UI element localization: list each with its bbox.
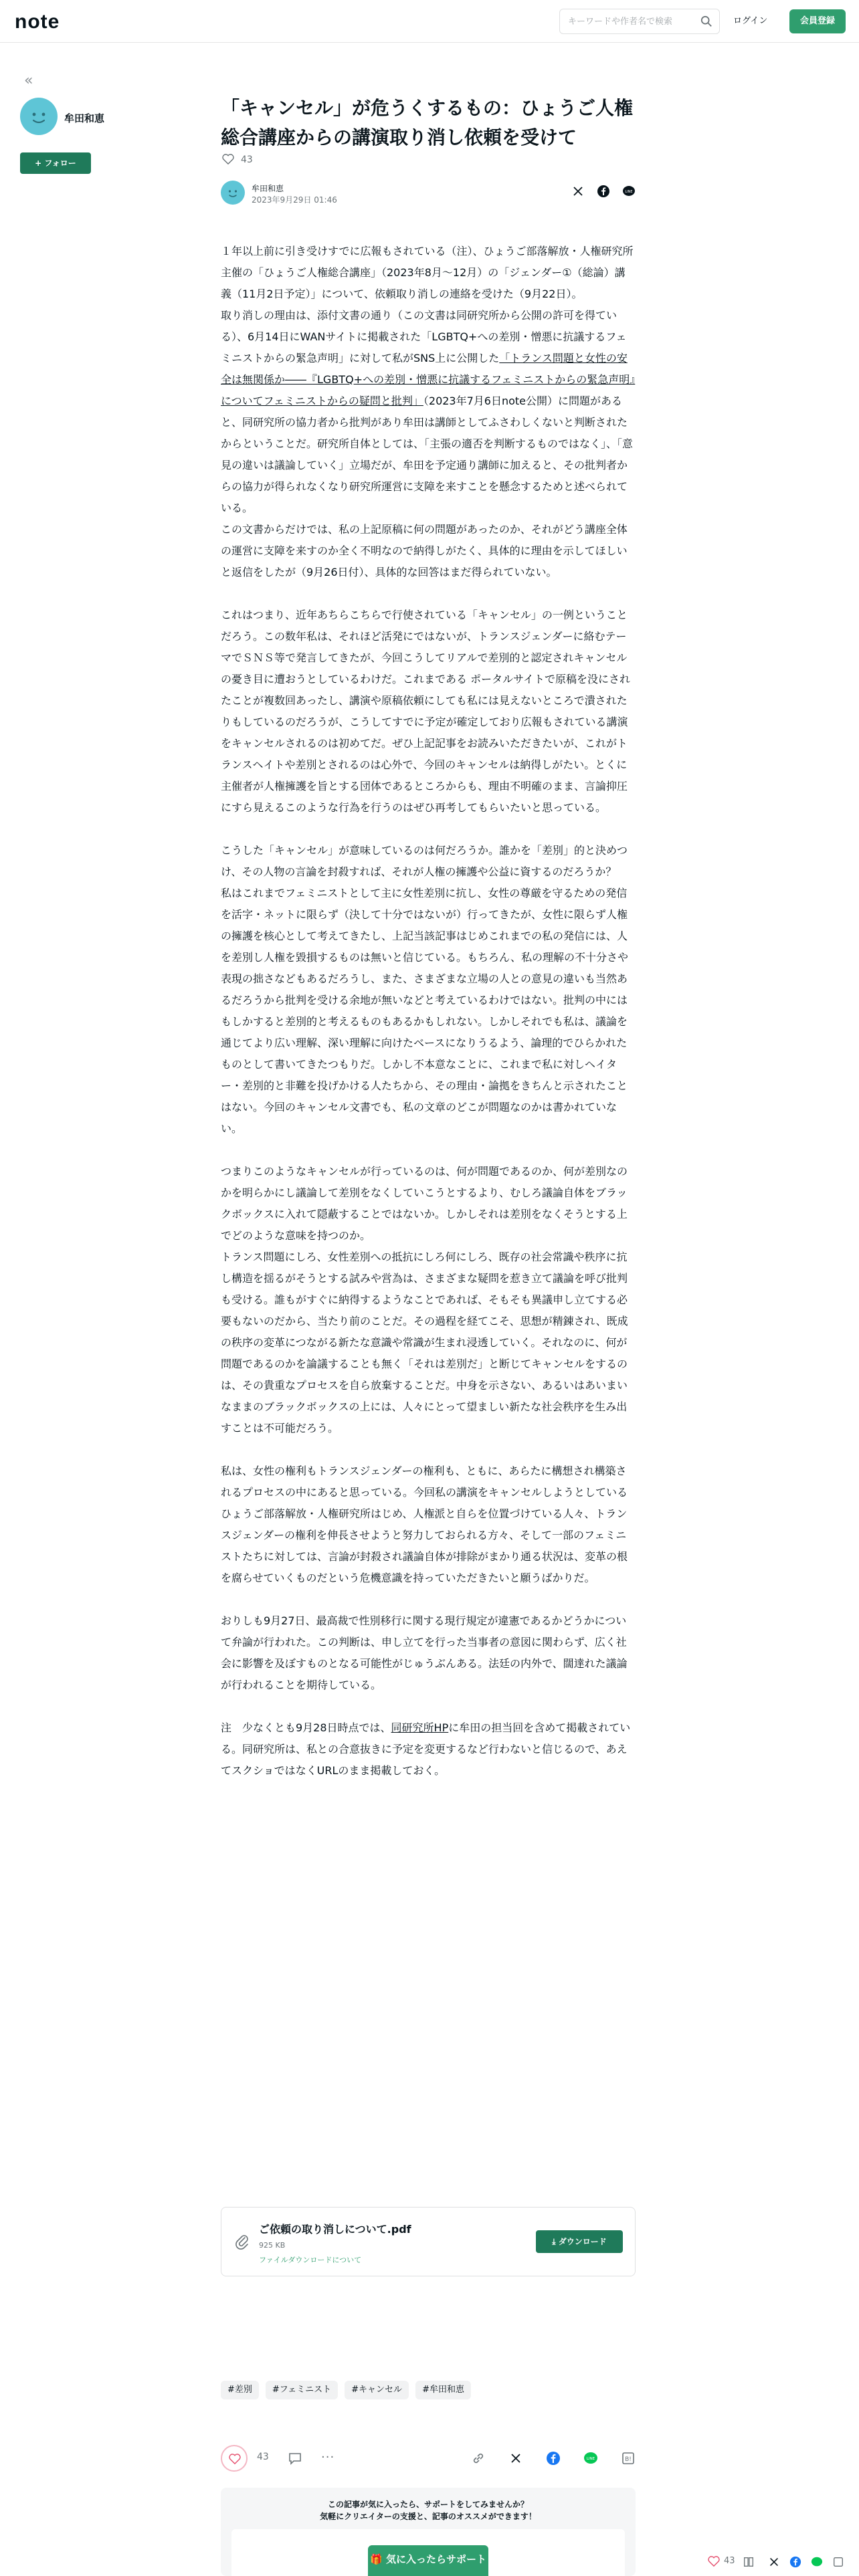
paragraph: これはつまり、近年あちらこちらで行使されている「キャンセル」の一例ということだろう。この数年私は、それほど活発にではないが、トランスジェンダーに絡むテーマでＳＮＳ等で発言してきたが、今回こうしてリアルで差別的と認定されキャンセルの憂き目に遭おうとしているわけだ。これまである ポータルサイトで原稿を没にされたことが複数回あったし、講演や原稿依頼にしても私には見えないところで潰されたりもしているのだろうが、こうしてすでに予定が確定しており広報もされている講演をキャンセルされるのは初めてだ。ぜひ上記記事をお読みいただきたいが、これがトランスヘイトや差別とされるのは心外で、今回のキャンセルは納得しがたい。とくに主催者が人権擁護を旨とする団体であるところからも、理由不明確のまま、言論抑圧にすら見えるこのような行為を行うのはぜひ再考してもらいたいと思っている。: [221, 609, 630, 814]
collapse-sidebar-icon[interactable]: «: [24, 72, 33, 89]
x-share-icon[interactable]: [508, 2451, 523, 2466]
search-icon[interactable]: [700, 15, 712, 27]
author-avatar[interactable]: [20, 98, 58, 135]
paragraph: 私はこれまでフェミニストとして主に女性差別に抗し、女性の尊厳を守るための発信を活字・ネットに限らず（決して十分ではないが）行ってきたが、女性に限らず人権の擁護を核心として考えてきたし、上記当該記事はじめこれまでの私の発信には、人を差別し人権を毀損するものは無いと信じている。もちろん、私の理解の不十分さや表現の拙さなどもあるだろうし、また、さまざまな立場の人との意見の違いも当然あるだろうから批判を受ける余地が無いなどと考えているわけではない。批判の中にはもしかすると差別的と考えるものもあるかもしれない。しかしそれでも私は、議論を通じてより広い理解、深い理解に向けたベースになりうるよう、論理的でひらかれたものとして書いてきたつもりだ。しかし不本意なことに、これまで私に対しヘイター・差別的と非難を投げかける人たちから、その理由・論拠をきちんと示されたことはない。今回のキャンセル文書でも、私の文章のどこが問題なのかは書かれていない。: [221, 887, 628, 1135]
x-share-icon[interactable]: [768, 2556, 780, 2568]
facebook-share-icon[interactable]: [546, 2451, 561, 2466]
attachment-filename: ご依頼の取り消しについて.pdf: [259, 2223, 411, 2236]
signup-button[interactable]: 会員登録: [789, 9, 846, 33]
follow-button[interactable]: + フォロー: [20, 152, 91, 174]
like-button[interactable]: [221, 2445, 248, 2472]
action-bar: [221, 2445, 636, 2472]
hashtag[interactable]: #キャンセル: [345, 2381, 409, 2399]
support-line-1: この記事が気に入ったら、サポートをしてみませんか？: [327, 2500, 529, 2509]
hatena-bookmark-icon[interactable]: [832, 2556, 844, 2568]
paragraph: おりしも9月27日、最高裁で性別移行に関する現行規定が違憲であるかどうかについて弁論が行われた。この判断は、申し立てを行った当事者の意図に関わらず、広く社会に影響を及ぼすものとなる可能性がじゅうぶんある。法廷の内外で、闊達れた議論が行われることを期待している。: [221, 1614, 628, 1691]
byline-avatar[interactable]: [221, 181, 245, 205]
attachment-size: 925 KB: [259, 2241, 286, 2250]
paragraph: つまりこのようなキャンセルが行っているのは、何が問題であるのか、何が差別なのかを明らかにし議論して差別をなくしていこうとするより、むしろ議論自体をブラックボックスに入れて隠蔽することではないか。しかしそれは差別をなくそうとする上でどのような意味を持つのか。: [221, 1165, 628, 1242]
publish-date: 2023年9月29日 01:46: [252, 195, 337, 205]
floating-action-bar: [702, 2552, 859, 2572]
hashtag[interactable]: #牟田和恵: [415, 2381, 471, 2399]
share-top: [571, 185, 636, 198]
x-share-icon[interactable]: [571, 185, 585, 198]
attachment-card: [221, 2207, 636, 2276]
paragraph: 私は、女性の権利もトランスジェンダーの権利も、ともに、あらたに構想され構築されるプロセスの中にあると思っている。今回私の講演をキャンセルしようとしているひょうご部落解放・人権研究所はじめ、人権派と自らを位置づけている人々、トランスジェンダーの権利を伸長させようと努力しておられる方々、そして一部のフェミニストたちに対しては、言論が封殺され議論自体が排除がまかり通る状況は、変革の根を腐らせていくものだという危機意識を持っていただきたいと願うばかりだ。: [221, 1465, 628, 1584]
more-icon[interactable]: ···: [321, 2450, 335, 2464]
support-line-2: 気軽にクリエイターの支援と、記事のオススメができます！: [320, 2512, 537, 2521]
line-share-icon[interactable]: [622, 185, 636, 198]
share-row: [471, 2451, 636, 2466]
like-count: 43: [241, 154, 253, 165]
heart-icon[interactable]: [222, 154, 234, 165]
hashtag-list: [221, 2381, 471, 2399]
article-body: [221, 241, 636, 1782]
sidebar-author-name[interactable]: 牟田和恵: [64, 112, 105, 124]
facebook-share-icon[interactable]: [597, 185, 610, 198]
related-article-link[interactable]: 「トランス問題と女性の安全は無関係か――『LGBTQ+への差別・憎悪に抗議するフェミニストからの緊急声明』についてフェミニストからの疑問と批判」: [221, 352, 636, 407]
paragraph: 注 少なくとも9月28日時点では、同研究所HPに牟田の担当回を含めて掲載されている。同研究所は、私との合意抜きに予定を変更するなど行わないと信じるので、あえてスクショではなくURLのまま掲載しておく。: [221, 1721, 631, 1777]
site-header: [0, 0, 859, 43]
line-share-icon[interactable]: [811, 2556, 823, 2568]
paragraph: １年以上前に引き受けすでに広報もされている（注）、ひょうご部落解放・人権研究所主催の「ひょうご人権総合講座」（2023年8月〜12月）の「ジェンダー①（総論）講義（11月2日予定）」について、依頼取り消しの連絡を受けた（9月22日）。: [221, 245, 634, 300]
paragraph: トランス問題にしろ、女性差別への抵抗にしろ何にしろ、既存の社会常識や秩序に抗し構造を揺るがそうとする試みや営為は、さまざまな疑問を惹き立て議論を呼び批判も受ける。誰もがすぐに納得するようなことであれば、そもそも異議申し立てする必要もないのだから、当たり前のことだ。その過程を経てこそ、思想が精錬され、既成の秩序の変革につながる新たな意識や常識が生まれ浸透していく。それなのに、何が問題であるのかを論議することも無く「それは差別だ」と断じてキャンセルをするのは、その貴重なプロセスを自ら放棄することだ。中身を示さない、あるいはあいまいなままのブラックボックスの上には、人々にとって望ましい新たな社会秩序を生み出すことは不可能だろう。: [221, 1251, 628, 1434]
byline-author[interactable]: 牟田和恵: [252, 184, 284, 193]
svg-text:LINE: LINE: [586, 2457, 595, 2461]
support-card: [231, 2529, 625, 2576]
hatena-bookmark-icon[interactable]: [621, 2451, 636, 2466]
paperclip-icon: [235, 2233, 250, 2250]
heart-icon[interactable]: [708, 2556, 720, 2567]
like-count: 43: [257, 2452, 269, 2462]
hashtag[interactable]: #差別: [221, 2381, 259, 2399]
institute-hp-link[interactable]: 同研究所HP: [391, 1721, 449, 1734]
search-input[interactable]: [560, 9, 694, 33]
paragraph: この文書からだけでは、私の上記原稿に何の問題があったのか、それがどう講座全体の運営に支障を来すのか全く不明なので納得しがたく、具体的に理由を示してほしいと返信をしたが（9月26日付）、具体的な回答はまだ得られていない。: [221, 523, 628, 578]
paragraph: 取り消しの理由は、添付文書の通り（この文書は同研究所から公開の許可を得ている）、6月14日にWANサイトに掲載された「LGBTQ+への差別・憎悪に抗議するフェミニストからの緊急声明」に対して私がSNS上に公開した「トランス問題と女性の安全は無関係か――『LGBTQ+への差別・憎悪に抗議するフェミニストからの緊急声明』についてフェミニストからの疑問と批判」（2023年7月6日note公開）に問題があると、同研究所の協力者から批判があり牟田は講師としてふさわしくないと判断されたからということだ。研究所自体としては、「主張の適否を判断するものではなく」、「意見の違いは議論していく」立場だが、牟田を予定通り講師に加えると、その批判者からの協力が得られなくなり研究所運営に支障を来すことを懸念するためと述べられている。: [221, 309, 636, 514]
facebook-share-icon[interactable]: [789, 2556, 801, 2568]
svg-text:LINE: LINE: [625, 190, 633, 194]
note-logo[interactable]: note: [15, 11, 60, 33]
paragraph: こうした「キャンセル」が意味しているのは何だろうか。誰かを「差別」的と決めつけ、その人物の言論を封殺すれば、それが人権の擁護や公益に資するのだろうか？: [221, 844, 628, 878]
link-icon[interactable]: [471, 2451, 486, 2466]
magazine-add-icon[interactable]: [743, 2556, 755, 2568]
article-title: 「キャンセル」が危うくするもの：ひょうご人権総合講座からの講演取り消し依頼を受けて: [221, 97, 634, 148]
download-help-link[interactable]: ファイルダウンロードについて: [259, 2256, 362, 2264]
comment-icon[interactable]: [288, 2451, 302, 2466]
heart-icon: [229, 2454, 241, 2464]
svg-text:B!: B!: [625, 2456, 632, 2463]
byline: [221, 181, 636, 207]
download-button[interactable]: ⤓ ダウンロード: [536, 2230, 623, 2253]
support-button[interactable]: 🎁 気に入ったらサポート: [368, 2545, 488, 2576]
search-box[interactable]: [559, 9, 720, 34]
like-summary: [222, 154, 253, 165]
support-box: [221, 2488, 636, 2576]
floating-like-count: 43: [724, 2556, 735, 2566]
hashtag[interactable]: #フェミニスト: [266, 2381, 338, 2399]
login-link[interactable]: ログイン: [733, 16, 768, 26]
line-share-icon[interactable]: [583, 2451, 598, 2466]
